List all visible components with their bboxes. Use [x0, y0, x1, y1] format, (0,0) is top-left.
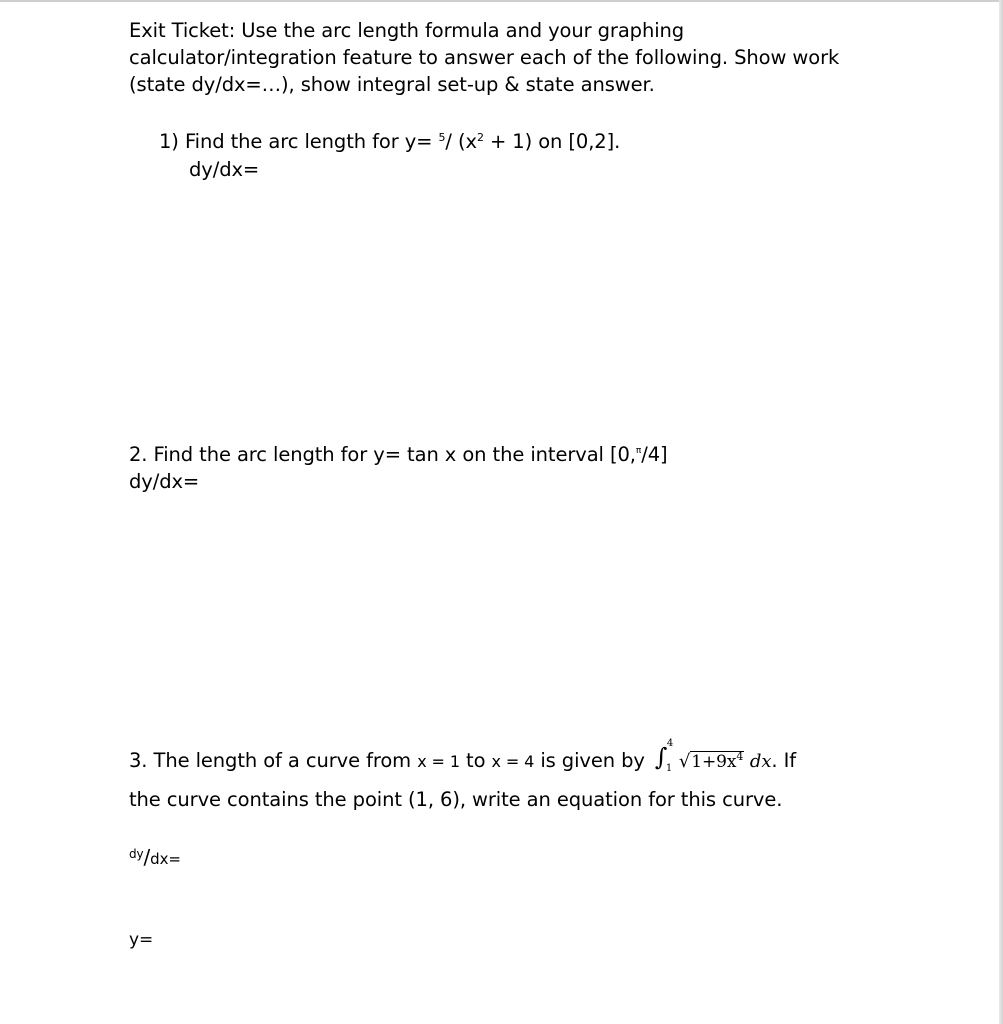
integral-lower-limit: 1: [665, 763, 673, 774]
intro-line-1: Exit Ticket: Use the arc length formula and your graphing: [129, 19, 685, 42]
question-3-y-label: y=: [129, 930, 154, 950]
derivative-denominator: dx=: [150, 850, 181, 868]
question-3-x-start: x = 1: [417, 752, 460, 771]
radicand-exponent: 4: [736, 750, 744, 763]
question-1-number: 1): [159, 130, 179, 153]
integral-upper-limit: 4: [666, 738, 674, 749]
question-1-exponent: 2: [476, 131, 484, 144]
radicand: [690, 751, 744, 772]
question-3-to: to: [459, 749, 492, 772]
intro-line-3: (state dy/dx=…), show integral set-up & state answer.: [129, 73, 655, 96]
question-1-text-suffix: + 1) on [0,2].: [483, 130, 621, 153]
integral-differential: dx: [744, 751, 772, 772]
question-3-line-1-suffix: . If: [771, 749, 797, 772]
question-1-text-middle: / (x: [445, 130, 477, 153]
page-edge-shadow: [999, 0, 1003, 1024]
question-2-derivative-label: dy/dx=: [129, 470, 200, 493]
question-1-numerator: 5: [438, 131, 446, 144]
question-3-derivative-label: $^{dy}$/dx=: [129, 845, 181, 869]
question-2-text-prefix: 2. Find the arc length for y= tan x on the interval [0,: [129, 443, 636, 466]
integral-symbol: ∫: [654, 743, 668, 771]
top-border: [0, 0, 1003, 2]
question-3-line-2: the curve contains the point (1, 6), write an equation for this curve.: [129, 788, 783, 811]
square-root-symbol: √: [678, 751, 691, 772]
question-1: [159, 130, 620, 153]
radicand-expression: 1+9x: [691, 752, 737, 772]
intro-line-2: calculator/integration feature to answer each of the following. Show work: [129, 46, 840, 69]
question-2: [129, 443, 668, 466]
question-3-text-prefix: 3. The length of a curve from: [129, 749, 418, 772]
question-2-text-suffix: /4]: [641, 443, 668, 466]
integral-sign: [651, 738, 679, 774]
question-1-derivative-label: dy/dx=: [189, 158, 260, 181]
question-3-given: is given by: [534, 749, 651, 772]
question-1-text-prefix: Find the arc length for y=: [184, 130, 439, 153]
question-3-line-1: [129, 738, 797, 774]
derivative-numerator: dy: [129, 847, 144, 861]
question-3-x-end: x = 4: [491, 752, 535, 771]
question-2-pi: π: [635, 446, 642, 456]
